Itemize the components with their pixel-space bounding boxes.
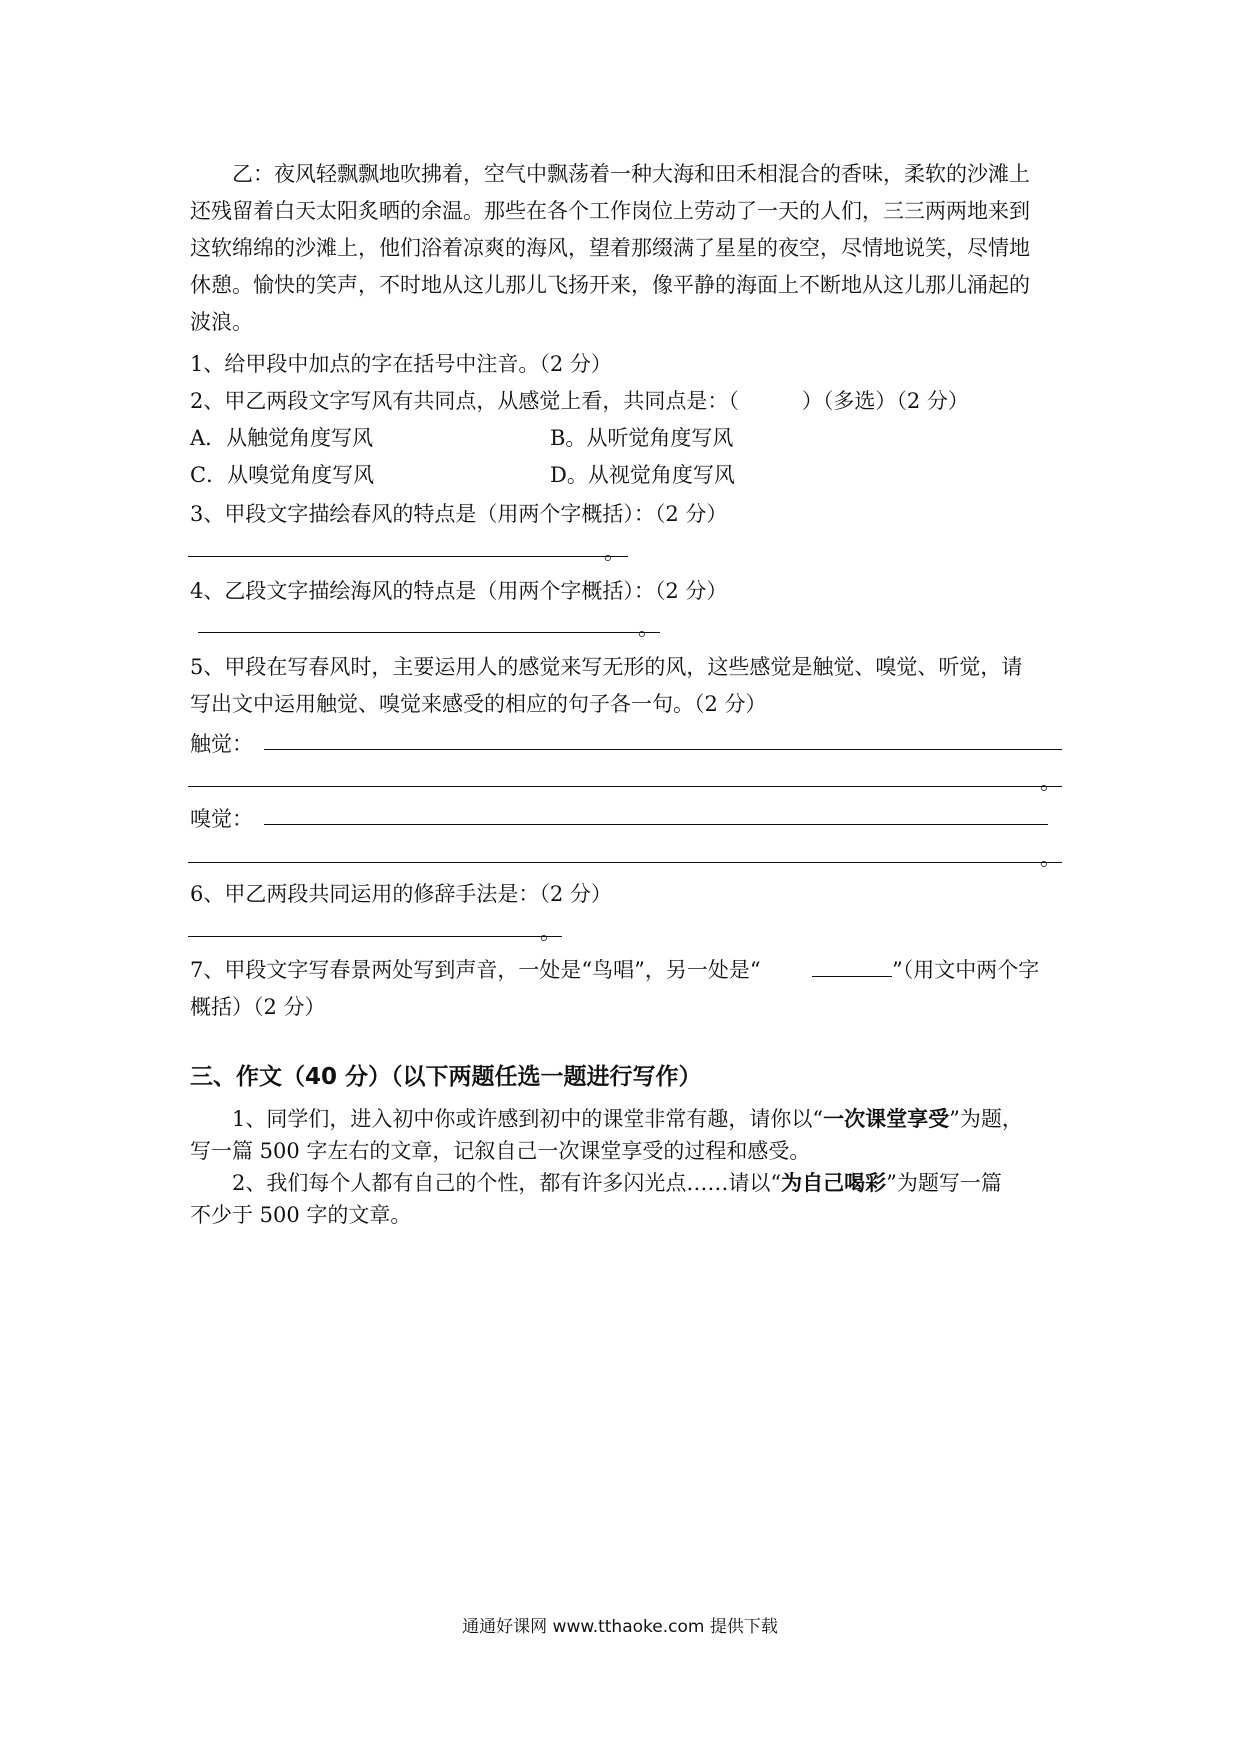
topic-1-text-post: ”为题，	[949, 1107, 1023, 1131]
q5-smell-answer-line-1[interactable]	[264, 824, 1048, 825]
q2-option-d: D。从视觉角度写风	[550, 463, 735, 487]
q3-answer-line[interactable]	[188, 556, 628, 557]
q5-touch-answer-line-1[interactable]	[264, 749, 1062, 750]
passage-line: 这软绵绵的沙滩上，他们浴着凉爽的海风，望着那缀满了星星的夜空，尽情地说笑，尽情地	[190, 236, 1030, 260]
question-7-line-1-a: 7、甲段文字写春景两处写到声音，一处是“鸟唱”，另一处是“	[190, 958, 761, 982]
topic-2-text-post: ”为题写一篇	[886, 1171, 1002, 1195]
q2-option-a: A．从触觉角度写风	[190, 426, 374, 450]
essay-topic-1	[190, 1103, 1062, 1167]
question-5-line-2: 写出文中运用触觉、嗅觉来感受的相应的句子各一句。（2 分）	[190, 692, 767, 716]
essay-topic-2-line-2: 不少于 500 字的文章。	[190, 1203, 412, 1227]
q4-answer-line[interactable]	[198, 632, 660, 633]
q2-option-c: C．从嗅觉角度写风	[190, 463, 375, 487]
topic-2-title: 为自己喝彩	[781, 1171, 887, 1195]
essay-topic-2	[190, 1167, 1062, 1231]
question-6: 6、甲乙两段共同运用的修辞手法是：（2 分）	[190, 882, 612, 906]
q6-answer-line[interactable]	[188, 936, 562, 937]
q5-smell-answer-line-2[interactable]	[188, 862, 1062, 863]
q5-smell-period: 。	[1040, 846, 1061, 870]
q5-touch-label: 触觉：	[190, 732, 253, 756]
q3-period: 。	[604, 540, 625, 564]
q5-touch-answer-line-2[interactable]	[188, 786, 1062, 787]
q7-answer-blank[interactable]	[812, 976, 892, 977]
question-2: 2、甲乙两段文字写风有共同点，从感觉上看，共同点是：（ ）（多选）（2 分）	[190, 389, 969, 413]
q5-touch-period: 。	[1040, 770, 1061, 794]
question-7-line-2: 概括）（2 分）	[190, 995, 326, 1019]
footer-credit: 通通好课网 www.tthaoke.com 提供下载	[462, 1617, 778, 1637]
passage-line: 乙：夜风轻飘飘地吹拂着，空气中飘荡着一种大海和田禾相混合的香味，柔软的沙滩上	[190, 162, 1030, 186]
question-7-line-1-b: ”（用文中两个字	[892, 958, 1040, 982]
passage-line: 还残留着白天太阳炙晒的余温。那些在各个工作岗位上劳动了一天的人们，三三两两地来到	[190, 199, 1030, 223]
q5-smell-label: 嗅觉：	[190, 807, 253, 831]
question-5-line-1: 5、甲段在写春风时，主要运用人的感觉来写无形的风，这些感觉是触觉、嗅觉、听觉，请	[190, 655, 1023, 679]
question-3: 3、甲段文字描绘春风的特点是（用两个字概括）：（2 分）	[190, 502, 728, 526]
essay-topic-2-line-1	[190, 1167, 1062, 1199]
q2-option-b: B。从听觉角度写风	[550, 426, 734, 450]
essay-topic-1-line-2: 写一篇 500 字左右的文章，记叙自己一次课堂享受的过程和感受。	[190, 1139, 811, 1163]
essay-section-heading: 三、作文（40 分）（以下两题任选一题进行写作）	[190, 1064, 702, 1090]
passage-line: 波浪。	[190, 310, 253, 334]
question-4: 4、乙段文字描绘海风的特点是（用两个字概括）：（2 分）	[190, 579, 728, 603]
q6-period: 。	[540, 920, 561, 944]
passage-line: 休憩。愉快的笑声，不时地从这儿那儿飞扬开来，像平静的海面上不断地从这儿那儿涌起的	[190, 273, 1030, 297]
q4-period: 。	[638, 616, 659, 640]
topic-1-title: 一次课堂享受	[823, 1107, 950, 1131]
essay-topic-1-line-1	[190, 1103, 1062, 1135]
question-1: 1、给甲段中加点的字在括号中注音。（2 分）	[190, 352, 612, 376]
passage-yi	[190, 156, 1062, 341]
topic-1-text-pre: 1、同学们，进入初中你或许感到初中的课堂非常有趣，请你以“	[190, 1107, 824, 1131]
topic-2-text-pre: 2、我们每个人都有自己的个性，都有许多闪光点……请以“	[190, 1171, 782, 1195]
